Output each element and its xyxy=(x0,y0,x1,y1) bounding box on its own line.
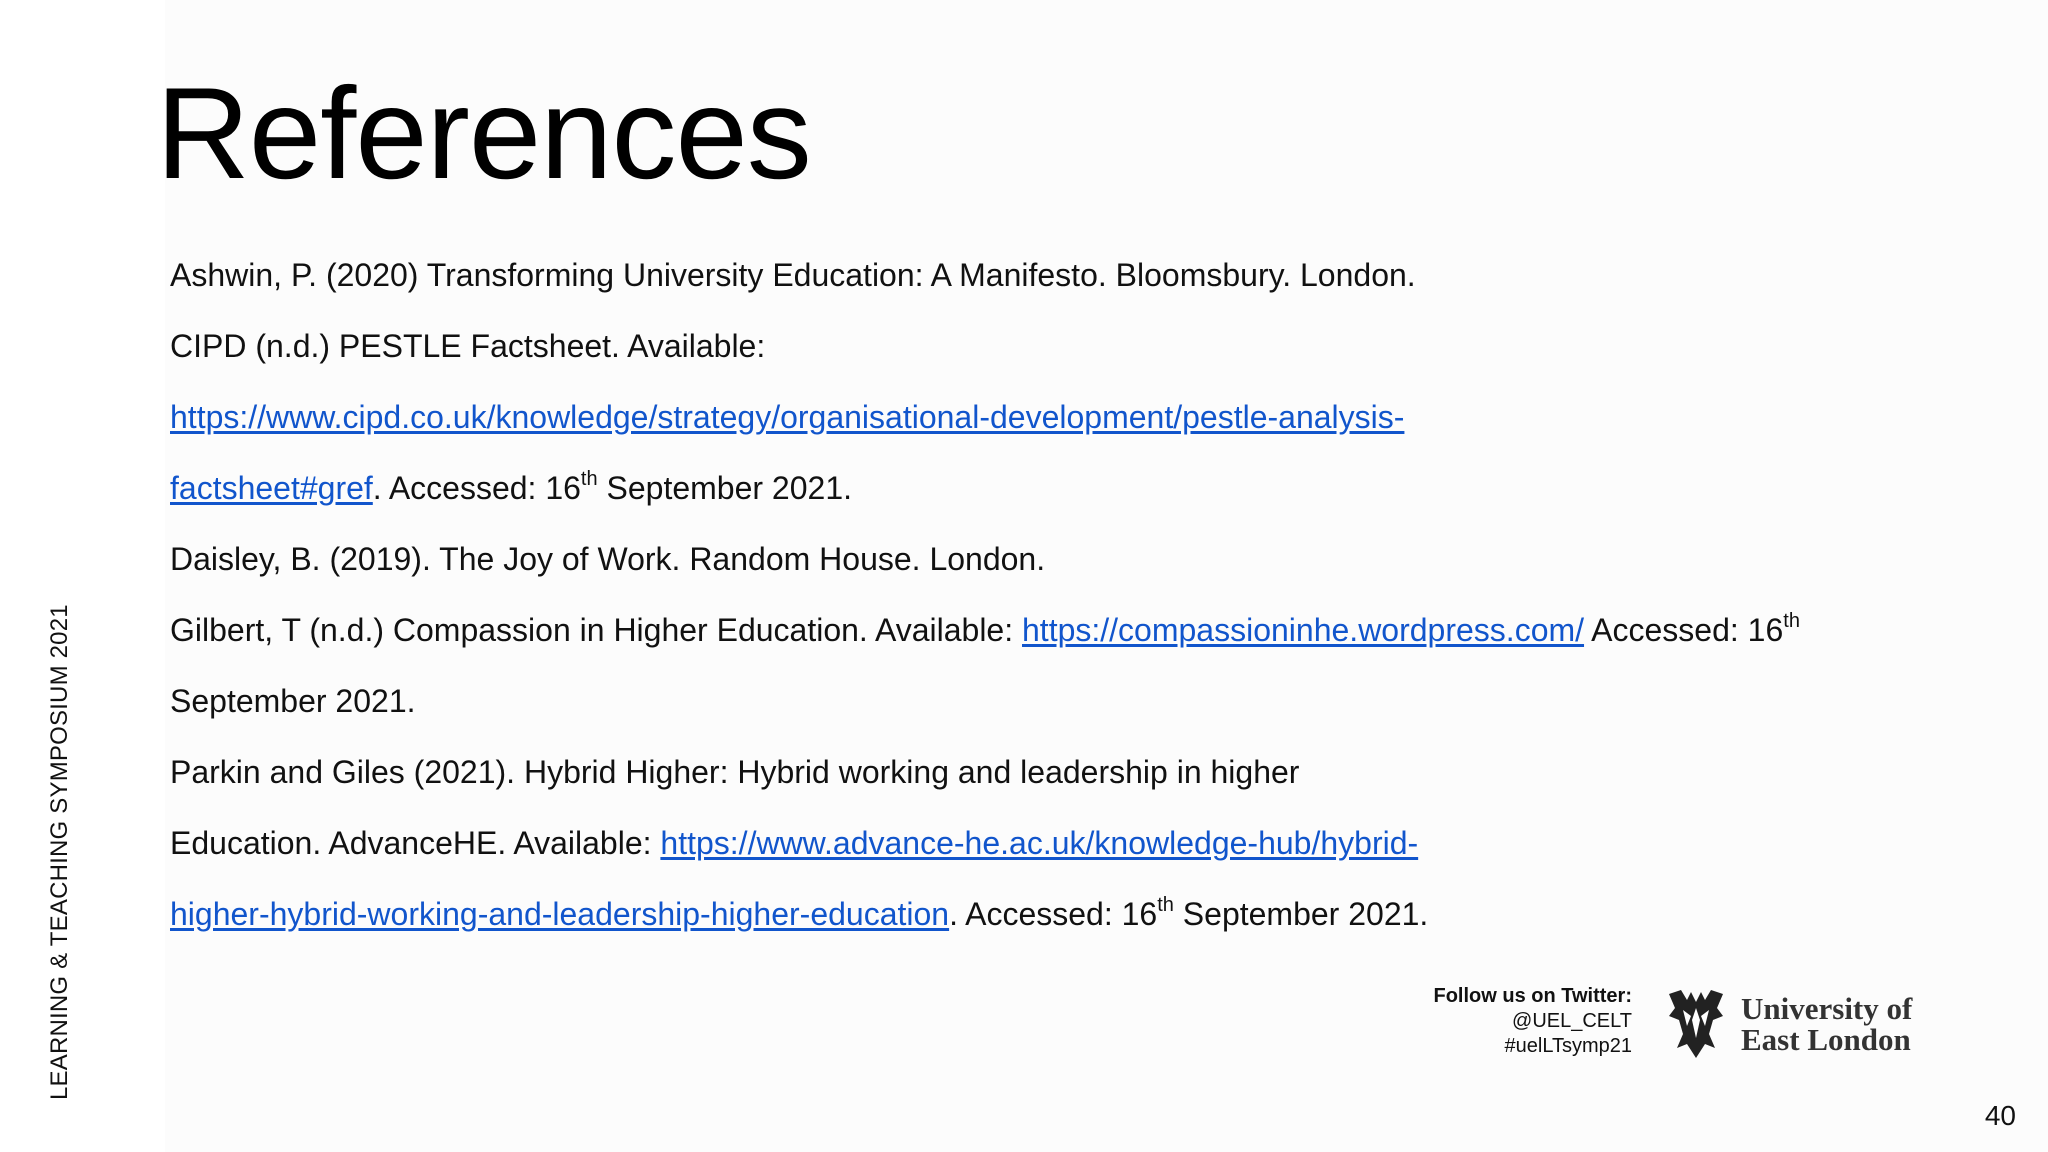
reference-text: Education. AdvanceHE. Available: xyxy=(170,825,661,861)
reference-ashwin xyxy=(170,240,1960,311)
logo-text xyxy=(1741,993,1912,1055)
reference-text: Daisley, B. (2019). The Joy of Work. Random House. London. xyxy=(170,541,1046,577)
reference-text: Gilbert, T (n.d.) Compassion in Higher Education. Available: xyxy=(170,612,1022,648)
reference-text: Ashwin, P. (2020) Transforming University Education: A Manifesto. Bloomsbury. London. xyxy=(170,257,1416,293)
reference-daisley xyxy=(170,524,1960,595)
logo-line-2: East London xyxy=(1741,1022,1911,1057)
ordinal-suffix: th xyxy=(1157,894,1174,916)
cipd-link[interactable]: https://www.cipd.co.uk/knowledge/strategy/organisational-development/pestle-analysis- xyxy=(170,399,1405,435)
twitter-info xyxy=(1350,984,1632,1059)
side-strip xyxy=(0,0,165,1152)
logo-line-1: University of xyxy=(1741,991,1913,1026)
reference-parkin-available xyxy=(170,808,1960,879)
advancehe-link[interactable]: https://www.advance-he.ac.uk/knowledge-hub/hybrid- xyxy=(660,825,1419,861)
reference-parkin xyxy=(170,737,1960,808)
reference-gilbert xyxy=(170,595,1960,666)
reference-cipd-accessed xyxy=(170,453,1960,524)
symposium-label: LEARNING & TEACHING SYMPOSIUM 2021 xyxy=(46,604,73,1100)
page-title: References xyxy=(156,60,811,206)
accessed-text: . Accessed: 16 xyxy=(372,470,581,506)
uel-phoenix-icon xyxy=(1665,986,1727,1062)
reference-text: CIPD (n.d.) PESTLE Factsheet. Available: xyxy=(170,328,766,364)
page-number: 40 xyxy=(1984,1100,2016,1131)
ordinal-suffix: th xyxy=(1783,610,1800,632)
accessed-text: September 2021. xyxy=(597,470,852,506)
twitter-heading: Follow us on Twitter: xyxy=(1433,985,1632,1007)
gilbert-link[interactable]: https://compassioninhe.wordpress.com/ xyxy=(1022,612,1585,648)
accessed-text: September 2021. xyxy=(1173,896,1429,932)
reference-cipd-link-line xyxy=(170,382,1960,453)
advancehe-link-continued[interactable]: higher-hybrid-working-and-leadership-higher-education xyxy=(170,896,950,932)
twitter-handle: @UEL_CELT xyxy=(1512,1010,1632,1032)
reference-list xyxy=(170,240,1960,950)
accessed-text: Accessed: 16 xyxy=(1584,612,1784,648)
reference-parkin-accessed xyxy=(170,879,1960,950)
accessed-text: . Accessed: 16 xyxy=(949,896,1158,932)
cipd-link-continued[interactable]: factsheet#gref xyxy=(170,470,373,506)
university-logo xyxy=(1665,986,1912,1062)
ordinal-suffix: th xyxy=(580,468,598,490)
reference-gilbert-accessed xyxy=(170,666,1960,737)
accessed-text: September 2021. xyxy=(170,683,416,719)
reference-text: Parkin and Giles (2021). Hybrid Higher: Hybrid working and leadership in higher xyxy=(170,754,1300,790)
reference-cipd xyxy=(170,311,1960,382)
twitter-hashtag: #uelLTsymp21 xyxy=(1504,1035,1632,1057)
